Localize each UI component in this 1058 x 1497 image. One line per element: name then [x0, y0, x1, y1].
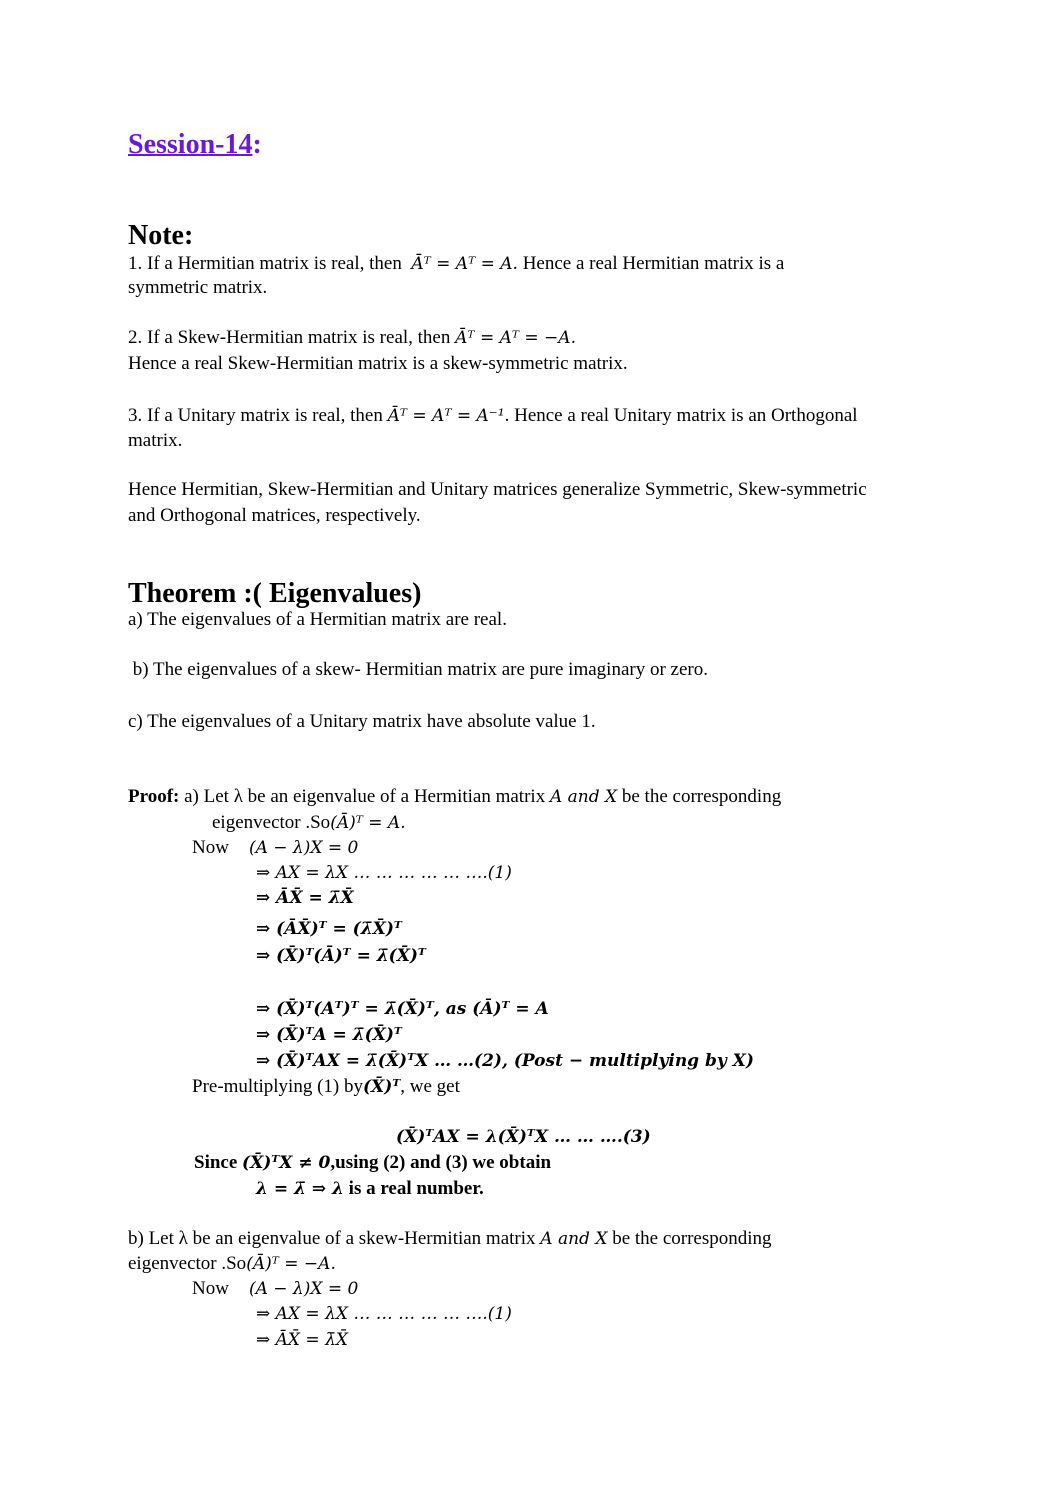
title-colon: : — [252, 129, 262, 160]
session-title — [128, 128, 262, 162]
proof-b-step-2: ⇒ ĀX̄ = λ̄X̄ — [256, 1330, 348, 1350]
proof-a-step-2: ⇒ ĀX̄ = λ̄X̄ — [256, 888, 354, 908]
proof-a-step-1: ⇒ AX = λX … … … … … ….(1) — [256, 863, 512, 883]
proof-a-intro-after: be the corresponding — [617, 786, 782, 807]
proof-b-now — [192, 1278, 358, 1300]
conclusion-math: λ = λ̄ ⇒ λ — [256, 1179, 344, 1199]
now-math-b: (A − λ)X = 0 — [248, 1279, 359, 1299]
proof-b-intro-text: b) Let λ be an eigenvalue of a skew-Hermitian matrix — [128, 1228, 541, 1249]
proof-a-step-6: ⇒ (X̄)ᵀA = λ̄(X̄)ᵀ — [256, 1025, 402, 1045]
conclusion-text: is a real number. — [343, 1178, 484, 1199]
note-1-after: Hence a real Hermitian matrix is a — [517, 253, 785, 274]
note-line-2 — [128, 327, 576, 349]
note-summary-2: and Orthogonal matrices, respectively. — [128, 505, 421, 526]
proof-b-intro2 — [128, 1253, 336, 1275]
proof-a-now — [192, 837, 358, 859]
proof-b-intro-after: be the corresponding — [607, 1228, 772, 1249]
proof-a-intro2-math: (Ā)ᵀ = A. — [330, 813, 406, 833]
since-text: Since — [194, 1152, 243, 1173]
note-2-text: 2. If a Skew-Hermitian matrix is real, then — [128, 327, 451, 348]
proof-b-intro-math: A and X — [540, 1229, 608, 1249]
now-label: Now — [192, 837, 229, 858]
since-line — [194, 1152, 551, 1174]
proof-b-intro — [128, 1228, 772, 1250]
since-after: ,using (2) and (3) we obtain — [330, 1152, 552, 1173]
note-2-math: Āᵀ = Aᵀ = −A. — [455, 328, 576, 348]
proof-a-intro2-text: eigenvector .So — [212, 812, 331, 833]
pre-mult-after: , we get — [400, 1076, 460, 1097]
proof-a-step-4: ⇒ (X̄)ᵀ(Ā)ᵀ = λ̄(X̄)ᵀ — [256, 946, 426, 966]
pre-mult-math: (X̄)ᵀ — [362, 1077, 401, 1097]
proof-a-step-7: ⇒ (X̄)ᵀAX = λ̄(X̄)ᵀX … …(2), (Post − multiplying by X) — [256, 1051, 754, 1071]
since-math: (X̄)ᵀX ≠ 0 — [242, 1153, 331, 1173]
proof-b-intro2-text: eigenvector .So — [128, 1253, 247, 1274]
note-1-text: 1. If a Hermitian matrix is real, then — [128, 253, 402, 274]
now-math: (A − λ)X = 0 — [248, 838, 359, 858]
equation-3: (X̄)ᵀAX = λ(X̄)ᵀX … … ….(3) — [396, 1127, 651, 1147]
proof-a-step-3: ⇒ (ĀX̄)ᵀ = (λ̄X̄)ᵀ — [256, 919, 402, 939]
proof-b-intro2-math: (Ā)ᵀ = −A. — [246, 1254, 336, 1274]
proof-a-intro2 — [212, 812, 406, 834]
theorem-item-a: a) The eigenvalues of a Hermitian matrix are real. — [128, 609, 507, 630]
note-line-3b: matrix. — [128, 430, 183, 451]
pre-mult-text: Pre-multiplying (1) by — [192, 1076, 363, 1097]
proof-b-step-1: ⇒ AX = λX … … … … … ….(1) — [256, 1304, 512, 1324]
proof-a-step-5: ⇒ (X̄)ᵀ(Aᵀ)ᵀ = λ̄(X̄)ᵀ, as (Ā)ᵀ = A — [256, 999, 549, 1019]
note-3-after: . Hence a real Unitary matrix is an Orthogonal — [504, 405, 858, 426]
session-title-link[interactable]: Session-14 — [128, 129, 253, 160]
proof-a-intro-math: A and X — [549, 787, 618, 807]
note-line-1b: symmetric matrix. — [128, 277, 268, 298]
conclusion-line — [256, 1178, 484, 1200]
pre-multiplying-line — [192, 1076, 460, 1098]
proof-label: Proof: — [128, 786, 180, 807]
theorem-item-c: c) The eigenvalues of a Unitary matrix have absolute value 1. — [128, 711, 596, 732]
note-line-3 — [128, 405, 858, 427]
note-line-1 — [128, 253, 784, 275]
note-3-text: 3. If a Unitary matrix is real, then — [128, 405, 383, 426]
proof-a-intro — [128, 786, 781, 808]
note-summary-1: Hence Hermitian, Skew-Hermitian and Unitary matrices generalize Symmetric, Skew-symmetric — [128, 479, 867, 500]
theorem-heading: Theorem :( Eigenvalues) — [128, 578, 422, 609]
note-line-2b: Hence a real Skew-Hermitian matrix is a skew-symmetric matrix. — [128, 353, 628, 374]
now-label-b: Now — [192, 1278, 229, 1299]
note-3-math: Āᵀ = Aᵀ = A⁻¹ — [387, 406, 505, 426]
note-1-math: Āᵀ = Aᵀ = A. — [411, 254, 518, 274]
proof-a-intro-text: a) Let λ be an eigenvalue of a Hermitian matrix — [179, 786, 550, 807]
note-heading: Note: — [128, 220, 194, 251]
theorem-item-b: b) The eigenvalues of a skew- Hermitian matrix are pure imaginary or zero. — [128, 659, 708, 680]
